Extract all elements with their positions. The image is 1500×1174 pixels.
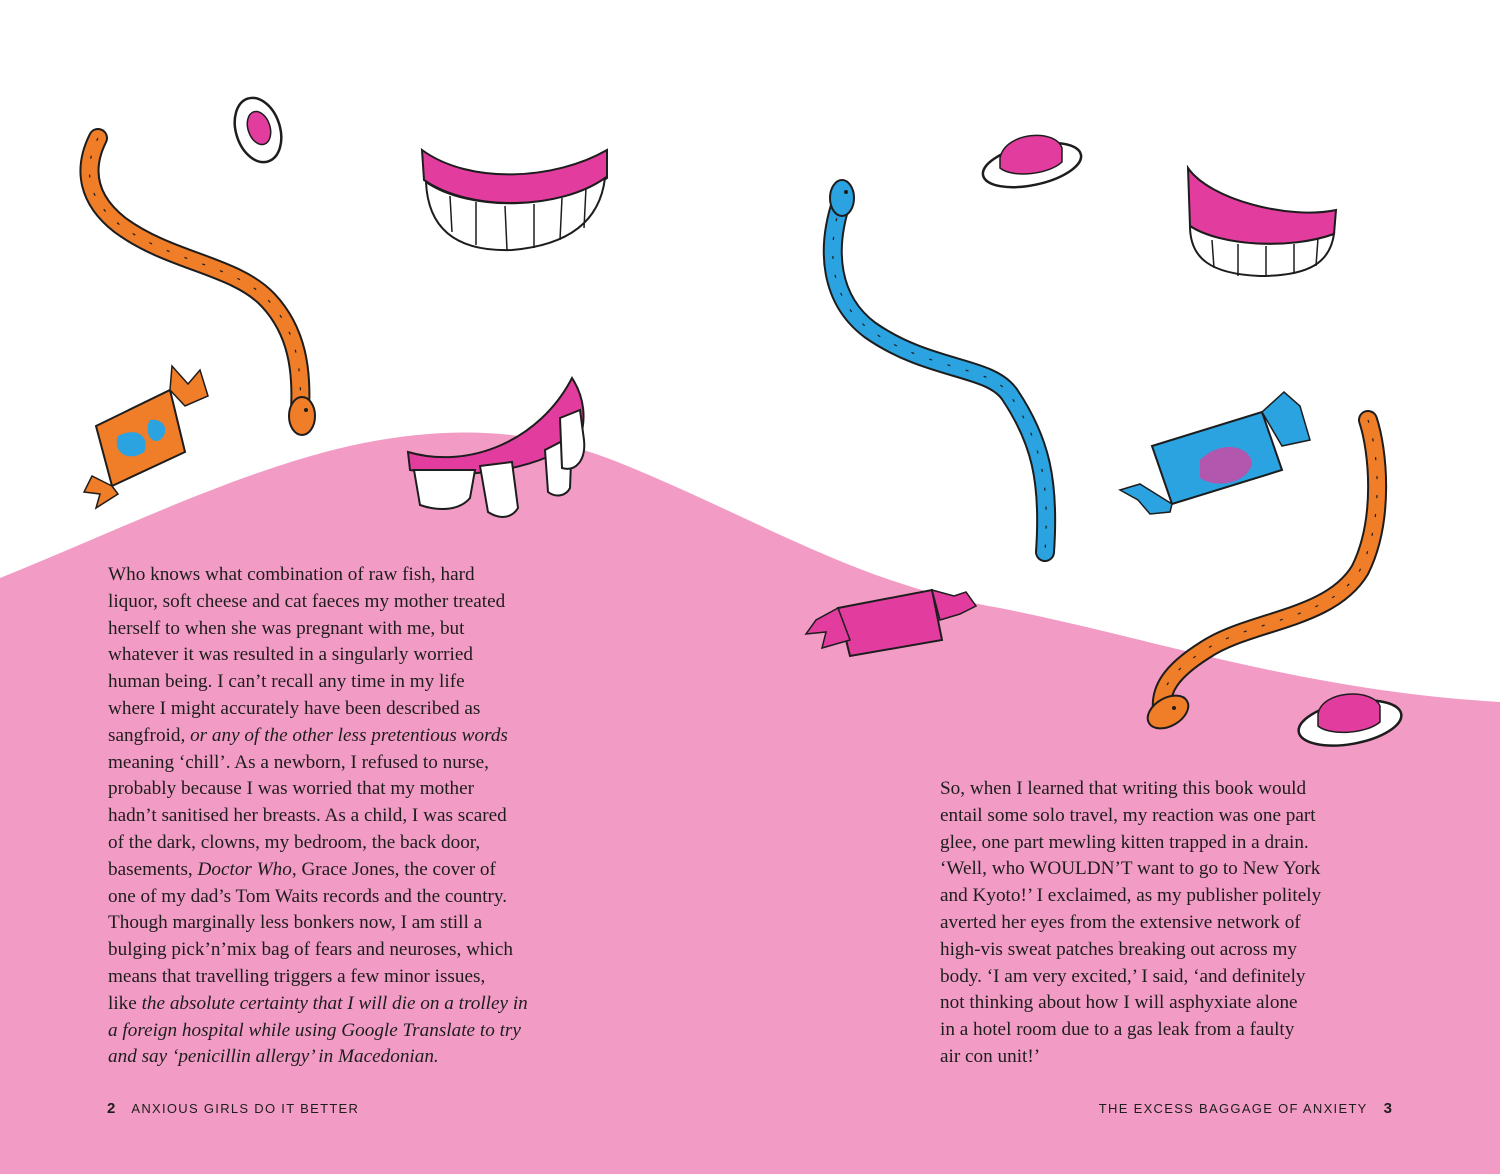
text-run: Who knows what combination of raw fish, hard: [108, 564, 475, 585]
text-run: bulging pick’n’mix bag of fears and neuroses, which: [108, 939, 513, 961]
italic-text: Doctor Who: [197, 858, 292, 880]
text-line: [108, 857, 578, 884]
italic-text: , or any of the other less pretentious words: [180, 724, 508, 746]
text-line: [108, 1044, 578, 1071]
text-line: [940, 990, 1380, 1017]
text-run: like: [108, 992, 142, 1014]
text-line: [108, 910, 578, 937]
text-run: entail some solo travel, my reaction was one part: [940, 804, 1316, 826]
italic-text: the absolute certainty that I will die on a trolley in: [141, 992, 528, 1014]
text-run: sangfroid: [108, 724, 181, 746]
page-number-right: 3: [1383, 1100, 1392, 1117]
text-run: and Kyoto!’ I exclaimed, as my publisher politely: [940, 885, 1322, 907]
text-run: ‘Well, who WOULDN’T want to go to New York: [940, 858, 1321, 880]
right-page-footer: [1099, 1100, 1392, 1117]
text-run: hadn’t sanitised her breasts. As a child, I was scared: [108, 805, 507, 827]
pink-gum-drop-left: [227, 92, 289, 168]
candy-teeth-top-left: [422, 150, 607, 250]
left-page-body-text: [108, 562, 578, 1071]
running-title-right: THE EXCESS BAGGAGE OF ANXIETY: [1098, 1101, 1368, 1116]
text-line: [108, 669, 578, 696]
wrapped-sweet-blue: [1120, 392, 1310, 514]
text-run: air con unit!’: [940, 1045, 1041, 1067]
text-run: Though marginally less bonkers now, I am still a: [108, 912, 483, 934]
text-line: [108, 696, 578, 723]
candy-teeth-top-right: [1188, 168, 1336, 276]
text-line: [108, 830, 578, 857]
text-line: [108, 589, 578, 616]
text-run: glee, one part mewling kitten trapped in a drain.: [940, 831, 1309, 853]
text-line: [940, 830, 1380, 857]
pink-gum-drop-top-right: [979, 135, 1085, 195]
italic-text: a foreign hospital while using Google Translate to try: [108, 1019, 521, 1041]
text-run: where I might accurately have been described as: [108, 697, 481, 719]
text-line: [108, 1018, 578, 1045]
right-page-body-text: [940, 776, 1380, 1071]
text-line: [940, 964, 1380, 991]
text-run: in a hotel room due to a gas leak from a faulty: [940, 1019, 1295, 1041]
wrapped-sweet-orange: [84, 366, 208, 508]
text-run: liquor, soft cheese and cat faeces my mother treated: [108, 590, 506, 612]
text-line: [108, 803, 578, 830]
text-line: [108, 562, 578, 589]
text-run: meaning ‘chill’. As a newborn, I refused to nurse,: [108, 751, 489, 773]
page-number-left: 2: [107, 1100, 116, 1117]
text-line: [940, 910, 1380, 937]
text-run: whatever it was resulted in a singularly worried: [108, 644, 473, 666]
text-run: one of my dad’s Tom Waits records and the country.: [108, 885, 508, 907]
text-line: [940, 1044, 1380, 1071]
text-run: high-vis sweat patches breaking out across my: [940, 938, 1298, 960]
text-run: herself to when she was pregnant with me, but: [108, 617, 465, 639]
text-line: [940, 937, 1380, 964]
text-run: averted her eyes from the extensive network of: [940, 911, 1301, 933]
text-run: of the dark, clowns, my bedroom, the back door,: [108, 831, 481, 853]
italic-text: and say ‘penicillin allergy’ in Macedonian.: [108, 1046, 439, 1068]
text-line: [108, 991, 578, 1018]
text-run: means that travelling triggers a few minor issues,: [108, 965, 486, 987]
text-run: basements,: [108, 858, 198, 880]
text-line: [108, 937, 578, 964]
text-line: [108, 884, 578, 911]
text-line: [940, 883, 1380, 910]
text-line: [108, 723, 578, 750]
text-line: [108, 964, 578, 991]
text-line: [108, 776, 578, 803]
blue-gummy-snake: [830, 180, 1046, 552]
text-run: , Grace Jones, the cover of: [291, 858, 496, 880]
text-line: [940, 1017, 1380, 1044]
text-run: So, when I learned that writing this book would: [940, 778, 1307, 799]
left-page-footer: [107, 1100, 359, 1117]
text-run: probably because I was worried that my mother: [108, 778, 475, 800]
text-run: human being. I can’t recall any time in my life: [108, 671, 465, 693]
text-line: [108, 642, 578, 669]
text-line: [940, 803, 1380, 830]
text-run: not thinking about how I will asphyxiate alone: [940, 992, 1298, 1014]
text-line: [108, 616, 578, 643]
text-line: [108, 750, 578, 777]
text-line: [940, 856, 1380, 883]
text-run: body. ‘I am very excited,’ I said, ‘and definitely: [940, 965, 1306, 987]
running-title-left: ANXIOUS GIRLS DO IT BETTER: [131, 1101, 360, 1116]
text-line: [940, 776, 1380, 803]
